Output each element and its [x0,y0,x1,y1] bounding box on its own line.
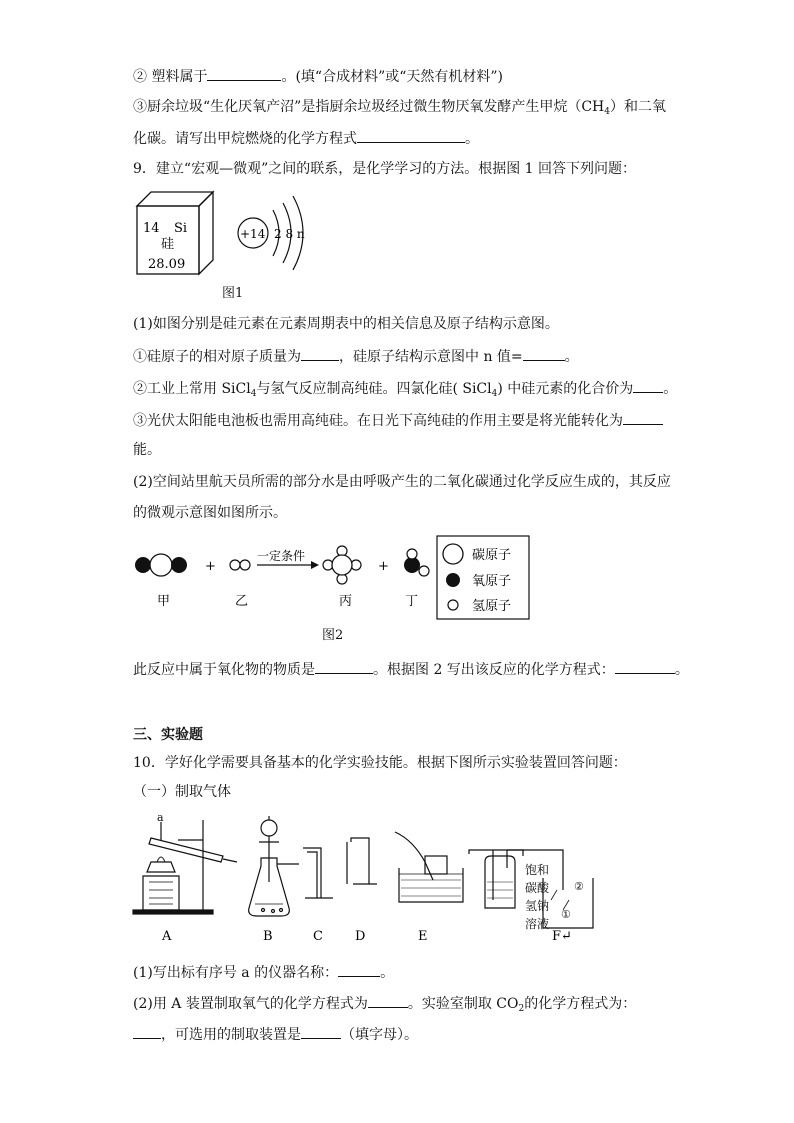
molecule-yi-h2 [230,560,250,570]
atomic-number: 14 [143,221,160,236]
section-title: 三、实验题 [133,727,203,743]
q8-item3-line2-text: 化碳。请写出甲烷燃烧的化学方程式 [133,131,357,147]
q9-q2-middle: 与氢气反应制高纯硅。四氯化硅( SiCl [256,381,492,397]
label-d: D [355,929,366,944]
bottle-label-4: 溶液 [525,917,550,931]
q8-item3-line2-end: 。 [465,131,479,147]
answer-blank[interactable] [133,1024,161,1039]
molecule-jia-co2 [135,554,187,576]
q10-2-middle2: 的化学方程式为： [524,996,637,1012]
circle-2: ② [574,880,584,893]
q9-q2-text: ②工业上常用 SiCl [133,381,251,397]
legend-oxygen: 氧原子 [472,574,512,589]
answer-blank[interactable] [615,659,675,674]
pointer-a: a [157,811,164,824]
q9-final [133,659,689,680]
bottle-label-3: 氢钠 [525,899,550,913]
subscript: 4 [604,107,610,117]
q10-1 [133,962,394,983]
q10-2-line2-text: ，可选用的制取装置是 [161,1027,301,1043]
q9-q3-text: ③光伏太阳能电池板也需用高纯硅。在日光下高纯硅的作用主要是将光能转化为 [133,413,623,429]
answer-blank[interactable] [368,993,408,1008]
subscript: 2 [518,1004,525,1014]
q9-q3-line2: 能。 [133,442,161,458]
atomic-mass: 28.09 [148,257,186,272]
label-a: A [162,929,172,944]
apparatus-b [249,816,299,916]
q9-q2-middle2: ) 中硅元素的化合价为 [497,381,634,397]
figure-2-reaction [133,535,533,620]
legend-box [437,536,529,619]
q10-2-line1 [133,993,636,1019]
apparatus-figure [133,812,603,947]
label-bing: 丙 [339,594,353,609]
circle-1: ① [561,908,571,921]
bottle-label-2: 碳酸 [525,881,550,895]
answer-blank[interactable] [357,128,465,143]
answer-blank[interactable] [301,346,339,361]
q10-sub1: （一）制取气体 [133,784,231,800]
answer-blank[interactable] [207,66,281,81]
q10-2-line2 [133,1024,418,1045]
label-f: F↵ [552,929,572,944]
apparatus-e [395,832,463,902]
q8-item3-text: ③厨余垃圾“生化厌氧产沼”是指厨余垃圾经过微生物厌氧发酵产生甲烷（CH [133,99,605,115]
label-jia: 甲 [157,594,171,609]
q8-item2-text: ② 塑料属于 [133,69,208,85]
q8-item3-text-end: ）和二氧 [609,99,666,115]
label-e: E [418,929,428,944]
q9-q3-line1 [133,410,663,431]
subscript: 4 [250,389,257,399]
molecule-ding-h2o [404,549,429,576]
q9-q1 [133,346,579,367]
q9-part2-line1: (2)空间站里航天员所需的部分水是由呼吸产生的二氧化碳通过化学反应生成的，其反应 [133,474,671,490]
q10-2-middle: 。实验室制取 CO [407,996,519,1012]
q10-2-text: (2)用 A 装置制取氧气的化学方程式为 [133,996,368,1012]
q9-final-middle: 。根据图 2 写出该反应的化学方程式： [373,662,615,678]
q9-q1-middle: ，硅原子结构示意图中 n 值= [339,349,523,365]
plus-sign: + [205,559,216,574]
label-yi: 乙 [235,594,249,609]
q9-part1: (1)如图分别是硅元素在元素周期表中的相关信息及原子结构示意图。 [133,316,559,332]
plus-sign: + [378,559,389,574]
subscript: 4 [491,389,498,399]
q9-q2 [133,378,677,404]
fig2-caption: 图2 [322,628,344,643]
q10-1-end: 。 [380,965,395,981]
q10-1-text: (1)写出标有序号 a 的仪器名称： [133,965,339,981]
apparatus-a [133,811,237,914]
element-name: 硅 [161,237,175,252]
q9-q1-end: 。 [564,349,579,365]
answer-blank[interactable] [633,378,663,393]
answer-blank[interactable] [338,962,380,977]
q10-2-line2-end: （填字母）。 [341,1027,418,1043]
label-c: C [313,929,323,944]
element-card [137,192,213,274]
legend-carbon: 碳原子 [472,548,512,563]
apparatus-f [469,850,593,931]
q9-q2-end: 。 [663,381,678,397]
apparatus-d [347,838,377,884]
q8-item2-hint: 。(填“合成材料”或“天然有机材料”) [281,69,504,85]
q9-q1-text: ①硅原子的相对原子质量为 [133,349,301,365]
q9-intro: 9．建立“宏观—微观”之间的联系，是化学学习的方法。根据图 1 回答下列问题： [133,161,637,177]
element-symbol: Si [174,221,188,236]
molecule-bing-ch4 [323,546,361,584]
q9-final-end: 。 [674,662,689,678]
q9-final-text: 此反应中属于氧化物的物质是 [133,662,315,678]
answer-blank[interactable] [623,410,663,425]
label-b: B [263,929,273,944]
atom-structure-diagram [238,196,305,270]
apparatus-c [303,848,333,898]
bottle-label-1: 饱和 [525,863,550,877]
fig1-caption: 图1 [222,286,244,301]
answer-blank[interactable] [523,346,565,361]
answer-blank[interactable] [301,1024,341,1039]
reaction-condition: 一定条件 [257,549,306,563]
q8-item2 [133,66,503,87]
legend-hydrogen: 氢原子 [472,599,512,614]
q9-part2-line2: 的微观示意图如图所示。 [133,505,287,521]
electron-shells: 2 8 n [274,227,305,241]
q8-item3-line1 [133,97,666,122]
nucleus-charge: +14 [240,227,266,241]
q10-intro: 10．学好化学需要具备基本的化学实验技能。根据下图所示实验装置回答问题： [133,755,627,771]
q8-item3-line2 [133,128,479,149]
label-ding: 丁 [405,594,419,609]
answer-blank[interactable] [315,659,373,674]
